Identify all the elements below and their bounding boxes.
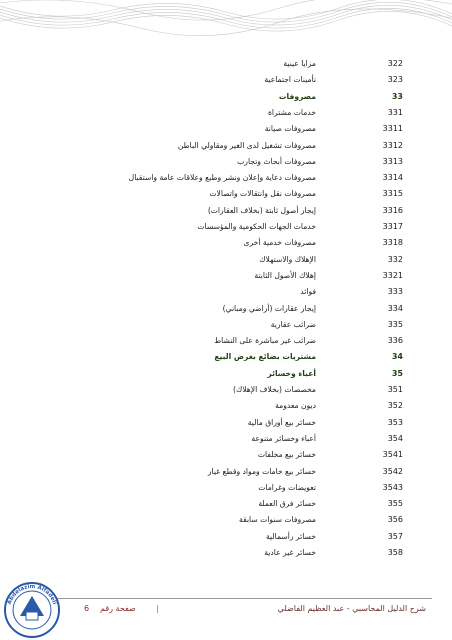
account-code: 3311 bbox=[382, 124, 403, 134]
account-row bbox=[0, 464, 452, 480]
footer-title: شرح الدليل المحاسبي - عبد العظيم الفاضلي bbox=[277, 604, 426, 613]
account-row bbox=[0, 480, 452, 496]
account-code: 336 bbox=[387, 336, 403, 346]
account-code: 3315 bbox=[382, 189, 403, 199]
account-code: 357 bbox=[387, 531, 403, 541]
account-row bbox=[0, 72, 452, 88]
page-number: 6 bbox=[84, 604, 90, 613]
account-code: 352 bbox=[387, 401, 403, 411]
account-row bbox=[0, 512, 452, 528]
account-code: 3314 bbox=[382, 173, 403, 183]
account-name: الإهلاك والاستهلاك bbox=[259, 254, 316, 264]
account-name: ضرائب غير مباشرة على النشاط bbox=[214, 336, 316, 346]
account-name: فوائد bbox=[300, 287, 316, 297]
account-code: 351 bbox=[387, 385, 403, 394]
account-row bbox=[0, 431, 452, 447]
footer-separator: | bbox=[156, 604, 159, 613]
account-name: أعباء وخسائر متنوعة bbox=[251, 433, 316, 443]
account-name: خسائر بيع خامات ومواد وقطع غيار bbox=[207, 466, 316, 476]
account-row bbox=[0, 154, 452, 170]
account-name: مصروفات تشغيل لدى الغير ومقاولي الباطن bbox=[177, 140, 316, 150]
account-name: مشتريات بضائع بغرض البيع bbox=[214, 352, 316, 362]
account-code: 323 bbox=[387, 75, 403, 85]
account-code: 355 bbox=[387, 499, 403, 509]
account-name: إيجار عقارات (أراضي ومباني) bbox=[222, 303, 316, 313]
account-name: إيجار أصول ثابتة (بخلاف العقارات) bbox=[207, 205, 316, 215]
account-name: خدمات الجهات الحكومية والمؤسسات bbox=[197, 222, 316, 231]
page-footer bbox=[70, 602, 426, 616]
account-name: ضرائب عقارية bbox=[270, 319, 316, 329]
account-row bbox=[0, 219, 452, 235]
account-row bbox=[0, 252, 452, 268]
account-name: مخصصات (بخلاف الإهلاك) bbox=[232, 385, 316, 394]
account-row bbox=[0, 447, 452, 463]
account-row bbox=[0, 415, 452, 431]
account-code: 3542 bbox=[382, 466, 403, 476]
account-row bbox=[0, 529, 452, 545]
account-code: 3541 bbox=[382, 450, 403, 460]
account-row bbox=[0, 496, 452, 512]
section-heading-row bbox=[0, 349, 452, 365]
account-row bbox=[0, 301, 452, 317]
account-code: 331 bbox=[387, 107, 403, 117]
account-row bbox=[0, 121, 452, 137]
section-heading-row bbox=[0, 366, 452, 382]
account-code: 34 bbox=[391, 352, 403, 362]
account-name: خسائر بيع مخلفات bbox=[257, 450, 316, 460]
account-code: 334 bbox=[387, 303, 403, 313]
account-row bbox=[0, 317, 452, 333]
account-row bbox=[0, 284, 452, 300]
account-name: مصروفات خدمية أخرى bbox=[243, 238, 316, 248]
account-name: مصروفات سنوات سابقة bbox=[239, 515, 316, 525]
account-code: 3318 bbox=[382, 238, 403, 248]
author-logo bbox=[2, 580, 62, 640]
account-row bbox=[0, 138, 452, 154]
account-code: 353 bbox=[387, 417, 403, 427]
account-code: 358 bbox=[387, 548, 403, 557]
account-name: مزايا عينية bbox=[283, 59, 316, 68]
account-name: مصروفات أبحاث وتجارب bbox=[237, 156, 316, 166]
account-name: ديون معدومة bbox=[275, 401, 316, 411]
account-row bbox=[0, 170, 452, 186]
account-code: 3317 bbox=[382, 222, 403, 231]
account-code: 332 bbox=[387, 254, 403, 264]
account-name: خسائر بيع أوراق مالية bbox=[247, 417, 316, 427]
account-name: مصروفات نقل وانتقالات واتصالات bbox=[209, 189, 316, 199]
account-name: خسائر فرق العملة bbox=[258, 499, 316, 509]
account-name: أعباء وخسائر bbox=[267, 368, 316, 378]
account-code: 3321 bbox=[382, 270, 403, 280]
account-name: خسائر رأسمالية bbox=[265, 531, 316, 541]
account-code: 3313 bbox=[382, 156, 403, 166]
section-heading-row bbox=[0, 89, 452, 105]
account-row bbox=[0, 398, 452, 414]
account-name: إهلاك الأصول الثابتة bbox=[254, 270, 316, 280]
account-row bbox=[0, 333, 452, 349]
account-code: 322 bbox=[387, 59, 403, 68]
account-name: خسائر غير عادية bbox=[264, 548, 316, 557]
account-name: مصروفات صيانة bbox=[264, 124, 316, 134]
account-row bbox=[0, 268, 452, 284]
account-name: تعويضات وغرامات bbox=[258, 482, 316, 492]
logo-text: Abdelazim Alfadeli bbox=[6, 583, 58, 606]
decorative-wave-pattern bbox=[0, 0, 452, 40]
account-row bbox=[0, 56, 452, 72]
account-name: مصروفات bbox=[278, 91, 316, 101]
account-row bbox=[0, 186, 452, 202]
account-row bbox=[0, 545, 452, 561]
account-name: خدمات مشتراة bbox=[267, 107, 316, 117]
account-code: 3543 bbox=[382, 482, 403, 492]
account-code: 356 bbox=[387, 515, 403, 525]
account-code: 335 bbox=[387, 319, 403, 329]
account-code: 33 bbox=[391, 91, 403, 101]
account-code: 3316 bbox=[382, 205, 403, 215]
account-row bbox=[0, 105, 452, 121]
account-code: 3312 bbox=[382, 140, 403, 150]
account-code: 333 bbox=[387, 287, 403, 297]
account-name: مصروفات دعاية وإعلان ونشر وطبع وعلاقات عامة واستقبال bbox=[128, 173, 316, 183]
account-code: 35 bbox=[391, 368, 403, 378]
account-row bbox=[0, 203, 452, 219]
footer-divider bbox=[20, 598, 432, 599]
account-row bbox=[0, 235, 452, 251]
page-label: صفحة رقم bbox=[100, 604, 136, 613]
account-code: 354 bbox=[387, 433, 403, 443]
account-row bbox=[0, 382, 452, 398]
account-name: تأمينات اجتماعية bbox=[264, 75, 316, 85]
